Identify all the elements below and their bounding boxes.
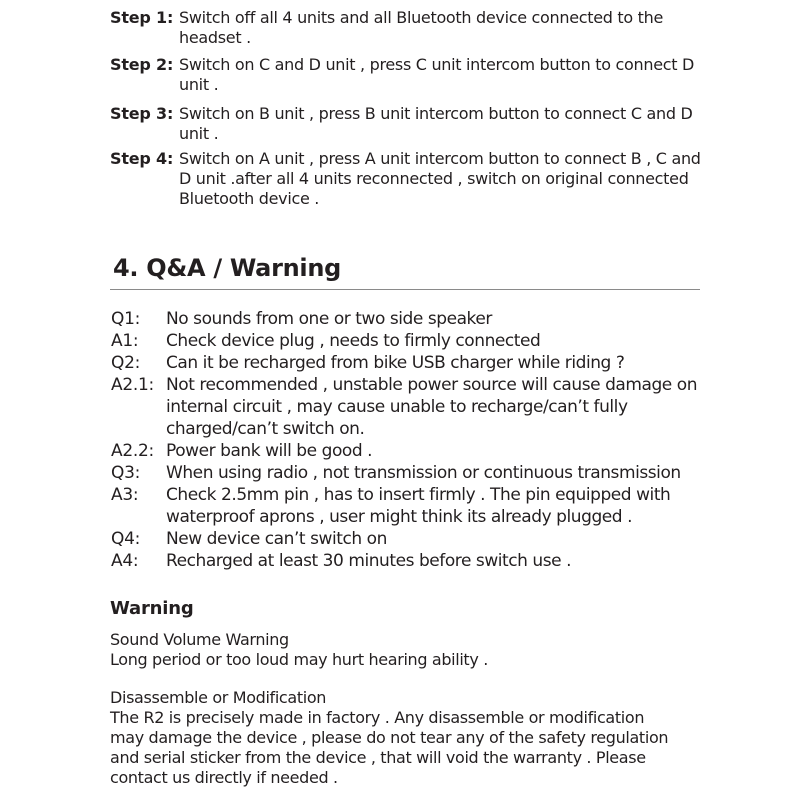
step-label: Step 3: — [110, 104, 174, 123]
step-text: Switch on A unit , press A unit intercom button to connect B , C and D unit .after all 4 units reconnected , switch on original connected Bluetooth device . — [179, 149, 701, 208]
step-text: Switch off all 4 units and all Bluetooth device connected to the headset . — [179, 8, 664, 47]
qa-item — [111, 528, 711, 550]
qa-text: Not recommended , unstable power source will cause damage on internal circuit , may cause unable to recharge/can’t fully charged/can’t switch on. — [166, 375, 698, 439]
qa-text: Recharged at least 30 minutes before switch use . — [166, 551, 572, 571]
step-3 — [110, 104, 710, 144]
step-text: Switch on B unit , press B unit intercom button to connect C and D unit . — [179, 104, 693, 143]
qa-item — [111, 462, 711, 484]
section-divider — [110, 289, 700, 290]
qa-label: A4: — [111, 551, 139, 571]
qa-label: Q2: — [111, 353, 141, 373]
step-label: Step 4: — [110, 149, 174, 168]
qa-text: Check device plug , needs to firmly connected — [166, 331, 541, 351]
qa-item — [111, 330, 711, 352]
qa-item — [111, 440, 711, 462]
qa-item — [111, 374, 711, 440]
qa-text: Power bank will be good . — [166, 441, 373, 461]
step-1 — [110, 8, 710, 48]
volume-warning-heading: Sound Volume Warning — [110, 630, 289, 649]
step-label: Step 1: — [110, 8, 174, 27]
qa-label: Q4: — [111, 529, 141, 549]
volume-warning — [110, 630, 720, 670]
qa-item — [111, 550, 711, 572]
qa-label: Q3: — [111, 463, 141, 483]
disassemble-warning — [110, 688, 720, 788]
qa-label: A2.2: — [111, 441, 154, 461]
qa-text: No sounds from one or two side speaker — [166, 309, 492, 329]
qa-label: A2.1: — [111, 375, 154, 395]
qa-label: Q1: — [111, 309, 141, 329]
step-label: Step 2: — [110, 55, 174, 74]
qa-text: Can it be recharged from bike USB charger while riding ? — [166, 353, 625, 373]
disassemble-warning-line: contact us directly if needed . — [110, 768, 338, 787]
volume-warning-text: Long period or too loud may hurt hearing ability . — [110, 650, 488, 669]
qa-text: When using radio , not transmission or continuous transmission — [166, 463, 681, 483]
step-text: Switch on C and D unit , press C unit intercom button to connect D unit . — [179, 55, 695, 94]
section-title: 4. Q&A / Warning — [113, 254, 341, 282]
warning-title: Warning — [110, 598, 194, 619]
qa-text: Check 2.5mm pin , has to insert firmly . The pin equipped with waterproof aprons , user might think its already plugged . — [166, 485, 671, 527]
disassemble-warning-line: may damage the device , please do not tear any of the safety regulation — [110, 728, 669, 747]
qa-label: A3: — [111, 485, 139, 505]
step-4 — [110, 149, 710, 209]
qa-item — [111, 308, 711, 330]
qa-item — [111, 352, 711, 374]
disassemble-warning-heading: Disassemble or Modification — [110, 688, 327, 707]
qa-item — [111, 484, 711, 528]
qa-text: New device can’t switch on — [166, 529, 387, 549]
step-2 — [110, 55, 710, 95]
disassemble-warning-line: The R2 is precisely made in factory . Any disassemble or modification — [110, 708, 645, 727]
disassemble-warning-line: and serial sticker from the device , that will void the warranty . Please — [110, 748, 646, 767]
qa-label: A1: — [111, 331, 139, 351]
